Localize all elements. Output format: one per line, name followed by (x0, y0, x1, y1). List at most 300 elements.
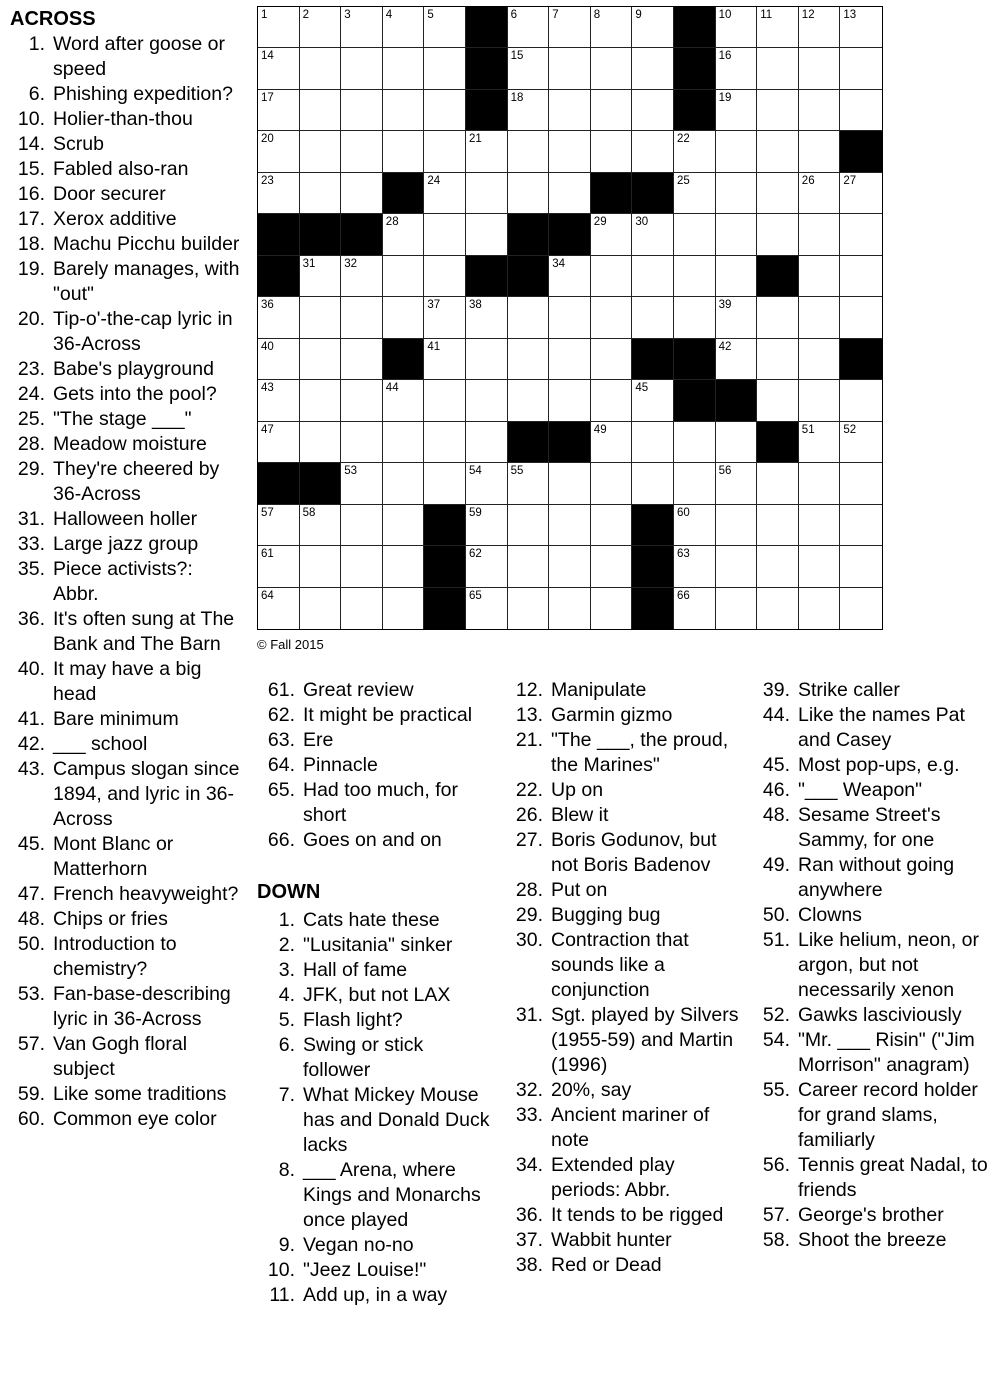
down-clue[interactable] (504, 703, 740, 728)
grid-cell[interactable] (341, 48, 383, 89)
cell-number: 25 (676, 174, 690, 187)
grid-cell[interactable] (757, 546, 799, 587)
grid-cell[interactable] (424, 131, 466, 172)
down-clue[interactable] (751, 803, 996, 853)
grid-block (632, 339, 674, 380)
grid-cell[interactable] (508, 588, 550, 629)
across-clue[interactable] (6, 32, 242, 82)
grid-cell[interactable] (757, 7, 799, 48)
grid-cell[interactable] (383, 131, 425, 172)
grid-cell[interactable] (716, 256, 758, 297)
grid-cell[interactable] (383, 48, 425, 89)
grid-cell[interactable] (549, 297, 591, 338)
grid-cell[interactable] (258, 173, 300, 214)
grid-cell[interactable] (799, 463, 841, 504)
across-clue[interactable] (6, 407, 242, 432)
clue-number: 59. (17, 1083, 45, 1105)
grid-cell[interactable] (632, 131, 674, 172)
across-clue[interactable] (6, 557, 242, 607)
grid-cell[interactable] (674, 173, 716, 214)
grid-cell[interactable] (840, 48, 882, 89)
across-clue[interactable] (6, 507, 242, 532)
grid-cell[interactable] (716, 90, 758, 131)
grid-cell[interactable] (840, 463, 882, 504)
across-clue[interactable] (6, 982, 242, 1032)
grid-cell[interactable] (258, 131, 300, 172)
across-clue[interactable] (6, 882, 242, 907)
grid-cell[interactable] (341, 297, 383, 338)
grid-cell[interactable] (716, 422, 758, 463)
grid-cell[interactable] (341, 131, 383, 172)
grid-cell[interactable] (840, 297, 882, 338)
grid-cell[interactable] (799, 546, 841, 587)
down-clue[interactable] (256, 958, 492, 983)
grid-cell[interactable] (591, 546, 633, 587)
grid-cell[interactable] (549, 339, 591, 380)
down-clue[interactable] (504, 678, 740, 703)
cell-number: 26 (801, 174, 815, 187)
grid-cell[interactable] (466, 546, 508, 587)
grid-cell[interactable] (508, 173, 550, 214)
grid-cell[interactable] (508, 131, 550, 172)
grid-cell[interactable] (341, 173, 383, 214)
across-clue[interactable] (6, 182, 242, 207)
grid-cell[interactable] (508, 339, 550, 380)
grid-cell[interactable] (549, 173, 591, 214)
grid-cell[interactable] (424, 339, 466, 380)
grid-cell[interactable] (383, 90, 425, 131)
grid-cell[interactable] (840, 546, 882, 587)
grid-cell[interactable] (258, 588, 300, 629)
across-clue[interactable] (6, 257, 242, 307)
grid-cell[interactable] (840, 380, 882, 421)
grid-cell[interactable] (258, 339, 300, 380)
grid-cell[interactable] (258, 422, 300, 463)
across-clue[interactable] (256, 728, 492, 753)
grid-cell[interactable] (674, 588, 716, 629)
grid-cell[interactable] (466, 588, 508, 629)
cell-number: 53 (344, 465, 357, 478)
grid-cell[interactable] (341, 546, 383, 587)
grid-cell[interactable] (383, 214, 425, 255)
clue-number: 26. (515, 804, 543, 826)
grid-cell[interactable] (300, 588, 342, 629)
grid-cell[interactable] (757, 339, 799, 380)
grid-cell[interactable] (300, 422, 342, 463)
down-clue[interactable] (751, 1228, 996, 1253)
across-clue[interactable] (6, 932, 242, 982)
grid-cell[interactable] (799, 297, 841, 338)
grid-cell[interactable] (466, 463, 508, 504)
down-clue[interactable] (504, 1003, 740, 1078)
grid-cell[interactable] (840, 588, 882, 629)
across-heading: ACROSS (10, 8, 96, 30)
grid-cell[interactable] (632, 90, 674, 131)
grid-cell[interactable] (424, 90, 466, 131)
clue-number: 11. (269, 1284, 295, 1306)
down-clue[interactable] (504, 1203, 740, 1228)
grid-cell[interactable] (341, 588, 383, 629)
grid-cell[interactable] (591, 214, 633, 255)
clue-text: Chips or fries (53, 908, 168, 930)
down-clue[interactable] (751, 1153, 996, 1203)
grid-cell[interactable] (549, 505, 591, 546)
across-clue[interactable] (256, 703, 492, 728)
grid-cell[interactable] (300, 173, 342, 214)
down-clue[interactable] (751, 928, 996, 1003)
grid-cell[interactable] (840, 505, 882, 546)
down-clue[interactable] (504, 1153, 740, 1203)
down-clue[interactable] (751, 1078, 996, 1153)
down-clue[interactable] (256, 1033, 492, 1083)
grid-cell[interactable] (508, 505, 550, 546)
down-clue[interactable] (256, 1258, 492, 1283)
grid-cell[interactable] (300, 546, 342, 587)
grid-cell[interactable] (549, 48, 591, 89)
down-clue[interactable] (751, 903, 996, 928)
grid-cell[interactable] (757, 588, 799, 629)
grid-cell[interactable] (549, 131, 591, 172)
grid-cell[interactable] (258, 297, 300, 338)
grid-cell[interactable] (383, 256, 425, 297)
grid-cell[interactable] (466, 380, 508, 421)
grid-cell[interactable] (424, 380, 466, 421)
clue-number: 30. (515, 929, 543, 951)
grid-cell[interactable] (591, 588, 633, 629)
down-clue[interactable] (504, 803, 740, 828)
grid-cell[interactable] (300, 90, 342, 131)
grid-cell[interactable] (341, 463, 383, 504)
grid-cell[interactable] (840, 214, 882, 255)
down-clue[interactable] (256, 1283, 492, 1308)
grid-cell[interactable] (383, 546, 425, 587)
grid-cell[interactable] (799, 380, 841, 421)
grid-cell[interactable] (549, 256, 591, 297)
down-clue[interactable] (504, 778, 740, 803)
across-clue[interactable] (6, 907, 242, 932)
across-clue[interactable] (6, 1082, 242, 1107)
across-clue[interactable] (6, 432, 242, 457)
grid-cell[interactable] (508, 90, 550, 131)
across-clue[interactable] (6, 357, 242, 382)
across-clue[interactable] (6, 457, 242, 507)
cell-number: 1 (261, 9, 268, 21)
grid-cell[interactable] (424, 463, 466, 504)
grid-cell[interactable] (799, 505, 841, 546)
clue-text: Tip-o'-the-cap lyric in 36-Across (53, 308, 233, 355)
across-clue[interactable] (6, 132, 242, 157)
grid-cell[interactable] (508, 463, 550, 504)
grid-cell[interactable] (840, 7, 882, 48)
clue-number: 4. (278, 984, 295, 1006)
grid-cell[interactable] (840, 256, 882, 297)
grid-cell[interactable] (508, 546, 550, 587)
grid-cell[interactable] (258, 546, 300, 587)
grid-cell[interactable] (591, 7, 633, 48)
clue-text: JFK, but not LAX (303, 984, 451, 1006)
grid-cell[interactable] (716, 48, 758, 89)
grid-cell[interactable] (632, 256, 674, 297)
grid-cell[interactable] (300, 131, 342, 172)
down-clue[interactable] (751, 1003, 996, 1028)
grid-cell[interactable] (799, 214, 841, 255)
down-clue[interactable] (504, 1228, 740, 1253)
grid-cell[interactable] (258, 90, 300, 131)
grid-cell[interactable] (757, 90, 799, 131)
down-clue[interactable] (504, 878, 740, 903)
down-clue[interactable] (256, 1158, 492, 1233)
grid-cell[interactable] (716, 173, 758, 214)
grid-cell[interactable] (341, 256, 383, 297)
grid-cell[interactable] (508, 380, 550, 421)
grid-cell[interactable] (424, 297, 466, 338)
grid-cell[interactable] (591, 297, 633, 338)
grid-cell[interactable] (716, 463, 758, 504)
down-clue[interactable] (751, 778, 996, 803)
grid-cell[interactable] (424, 422, 466, 463)
down-clue[interactable] (751, 853, 996, 903)
down-clue[interactable] (256, 1008, 492, 1033)
down-clue[interactable] (256, 1233, 492, 1258)
grid-cell[interactable] (549, 7, 591, 48)
grid-cell[interactable] (300, 505, 342, 546)
grid-cell[interactable] (424, 173, 466, 214)
across-clue[interactable] (256, 753, 492, 778)
grid-cell[interactable] (341, 380, 383, 421)
down-clue[interactable] (751, 703, 996, 753)
grid-cell[interactable] (632, 463, 674, 504)
grid-cell[interactable] (757, 505, 799, 546)
across-clue[interactable] (6, 657, 242, 707)
grid-cell[interactable] (258, 380, 300, 421)
grid-cell[interactable] (341, 7, 383, 48)
grid-cell[interactable] (757, 463, 799, 504)
grid-cell[interactable] (799, 7, 841, 48)
grid-cell[interactable] (591, 380, 633, 421)
down-clue[interactable] (504, 903, 740, 928)
grid-cell[interactable] (466, 131, 508, 172)
grid-cell[interactable] (591, 463, 633, 504)
grid-cell[interactable] (424, 48, 466, 89)
grid-cell[interactable] (466, 505, 508, 546)
down-clue[interactable] (504, 1078, 740, 1103)
clue-number: 61. (267, 679, 295, 701)
grid-cell[interactable] (716, 588, 758, 629)
across-clue[interactable] (6, 832, 242, 882)
grid-cell[interactable] (300, 256, 342, 297)
across-clue[interactable] (6, 707, 242, 732)
grid-cell[interactable] (757, 173, 799, 214)
across-clue[interactable] (6, 607, 242, 657)
across-clue[interactable] (256, 828, 492, 853)
grid-cell[interactable] (799, 131, 841, 172)
down-clue[interactable] (751, 1028, 996, 1078)
grid-cell[interactable] (549, 380, 591, 421)
grid-cell[interactable] (716, 131, 758, 172)
across-clue[interactable] (6, 382, 242, 407)
down-clue[interactable] (256, 1083, 492, 1158)
grid-cell[interactable] (383, 463, 425, 504)
across-clue[interactable] (6, 207, 242, 232)
grid-cell[interactable] (716, 546, 758, 587)
grid-cell[interactable] (508, 48, 550, 89)
grid-cell[interactable] (632, 48, 674, 89)
clue-number: 5. (278, 1009, 295, 1031)
down-clue[interactable] (504, 1253, 740, 1278)
grid-cell[interactable] (591, 339, 633, 380)
across-clue[interactable] (6, 732, 242, 757)
grid-cell[interactable] (258, 505, 300, 546)
grid-cell[interactable] (549, 90, 591, 131)
clue-number: 22. (515, 779, 543, 801)
down-clue[interactable] (751, 678, 996, 703)
grid-cell[interactable] (466, 173, 508, 214)
grid-cell[interactable] (632, 297, 674, 338)
grid-cell[interactable] (799, 339, 841, 380)
grid-cell[interactable] (716, 214, 758, 255)
across-clue[interactable] (6, 157, 242, 182)
down-clue[interactable] (504, 928, 740, 1003)
grid-cell[interactable] (424, 7, 466, 48)
down-clue[interactable] (256, 908, 492, 933)
grid-cell[interactable] (383, 588, 425, 629)
grid-cell[interactable] (341, 339, 383, 380)
down-clue[interactable] (504, 828, 740, 878)
grid-cell[interactable] (591, 48, 633, 89)
across-clue[interactable] (6, 1032, 242, 1082)
grid-cell[interactable] (300, 339, 342, 380)
grid-cell[interactable] (799, 48, 841, 89)
crossword-grid[interactable] (257, 6, 883, 630)
grid-cell[interactable] (716, 339, 758, 380)
across-clue[interactable] (6, 307, 242, 357)
grid-cell[interactable] (799, 173, 841, 214)
grid-cell[interactable] (632, 422, 674, 463)
across-clue[interactable] (6, 107, 242, 132)
grid-cell[interactable] (632, 380, 674, 421)
clue-text: Goes on and on (303, 829, 442, 851)
grid-cell[interactable] (549, 546, 591, 587)
grid-cell[interactable] (799, 256, 841, 297)
clue-text: What Mickey Mouse has and Donald Duck lacks (303, 1084, 490, 1156)
across-clue[interactable] (256, 678, 492, 703)
grid-cell[interactable] (757, 131, 799, 172)
grid-cell[interactable] (674, 297, 716, 338)
grid-cell[interactable] (757, 214, 799, 255)
across-clue[interactable] (6, 1107, 242, 1132)
grid-cell[interactable] (258, 7, 300, 48)
grid-cell[interactable] (674, 256, 716, 297)
grid-cell[interactable] (591, 505, 633, 546)
grid-cell[interactable] (674, 214, 716, 255)
grid-cell[interactable] (591, 131, 633, 172)
grid-cell[interactable] (674, 131, 716, 172)
grid-cell[interactable] (341, 422, 383, 463)
clue-number: 40. (17, 658, 45, 680)
grid-cell[interactable] (674, 422, 716, 463)
grid-cell[interactable] (757, 297, 799, 338)
grid-cell[interactable] (799, 588, 841, 629)
clue-text: "Jeez Louise!" (303, 1259, 427, 1281)
grid-cell[interactable] (757, 380, 799, 421)
down-clue[interactable] (751, 753, 996, 778)
grid-cell[interactable] (508, 297, 550, 338)
across-clue[interactable] (6, 757, 242, 832)
cell-number: 14 (261, 50, 274, 63)
clue-number: 17. (17, 208, 45, 230)
grid-cell[interactable] (840, 90, 882, 131)
down-heading: DOWN (257, 881, 321, 903)
clue-text: Strike caller (798, 679, 900, 701)
grid-cell[interactable] (674, 463, 716, 504)
cell-number: 59 (468, 506, 482, 519)
grid-cell[interactable] (716, 297, 758, 338)
grid-cell[interactable] (341, 90, 383, 131)
down-clue[interactable] (751, 1203, 996, 1228)
grid-cell[interactable] (591, 422, 633, 463)
grid-cell[interactable] (258, 48, 300, 89)
cell-number: 47 (261, 423, 274, 436)
grid-cell[interactable] (300, 380, 342, 421)
grid-cell[interactable] (799, 422, 841, 463)
grid-cell[interactable] (300, 297, 342, 338)
grid-cell[interactable] (674, 505, 716, 546)
grid-cell[interactable] (591, 256, 633, 297)
grid-cell[interactable] (757, 48, 799, 89)
down-clue-column-3 (504, 678, 740, 1278)
grid-cell[interactable] (383, 422, 425, 463)
grid-cell[interactable] (300, 7, 342, 48)
clue-text: "Lusitania" sinker (303, 934, 453, 956)
grid-cell[interactable] (466, 339, 508, 380)
across-clue[interactable] (256, 778, 492, 828)
clue-text: Like the names Pat and Casey (798, 704, 965, 751)
down-clue[interactable] (504, 1103, 740, 1153)
down-clue[interactable] (256, 983, 492, 1008)
grid-cell[interactable] (466, 422, 508, 463)
grid-cell[interactable] (840, 422, 882, 463)
across-clue[interactable] (6, 532, 242, 557)
grid-cell[interactable] (674, 546, 716, 587)
grid-cell[interactable] (383, 7, 425, 48)
down-clue[interactable] (504, 728, 740, 778)
grid-cell[interactable] (549, 588, 591, 629)
grid-cell[interactable] (466, 297, 508, 338)
grid-cell[interactable] (383, 505, 425, 546)
grid-cell[interactable] (716, 7, 758, 48)
grid-cell[interactable] (383, 297, 425, 338)
grid-cell[interactable] (466, 214, 508, 255)
grid-cell[interactable] (300, 48, 342, 89)
grid-cell[interactable] (424, 256, 466, 297)
grid-cell[interactable] (716, 505, 758, 546)
grid-cell[interactable] (591, 90, 633, 131)
grid-cell[interactable] (632, 7, 674, 48)
clue-text: Contraction that sounds like a conjunction (551, 929, 689, 1001)
grid-cell[interactable] (341, 505, 383, 546)
grid-cell[interactable] (632, 214, 674, 255)
grid-cell[interactable] (799, 90, 841, 131)
clue-text: Xerox additive (53, 208, 177, 230)
grid-cell[interactable] (383, 380, 425, 421)
across-clue[interactable] (6, 232, 242, 257)
grid-cell[interactable] (424, 214, 466, 255)
across-clue[interactable] (6, 82, 242, 107)
down-clue[interactable] (256, 933, 492, 958)
grid-cell[interactable] (549, 463, 591, 504)
grid-cell[interactable] (508, 7, 550, 48)
grid-cell[interactable] (840, 173, 882, 214)
